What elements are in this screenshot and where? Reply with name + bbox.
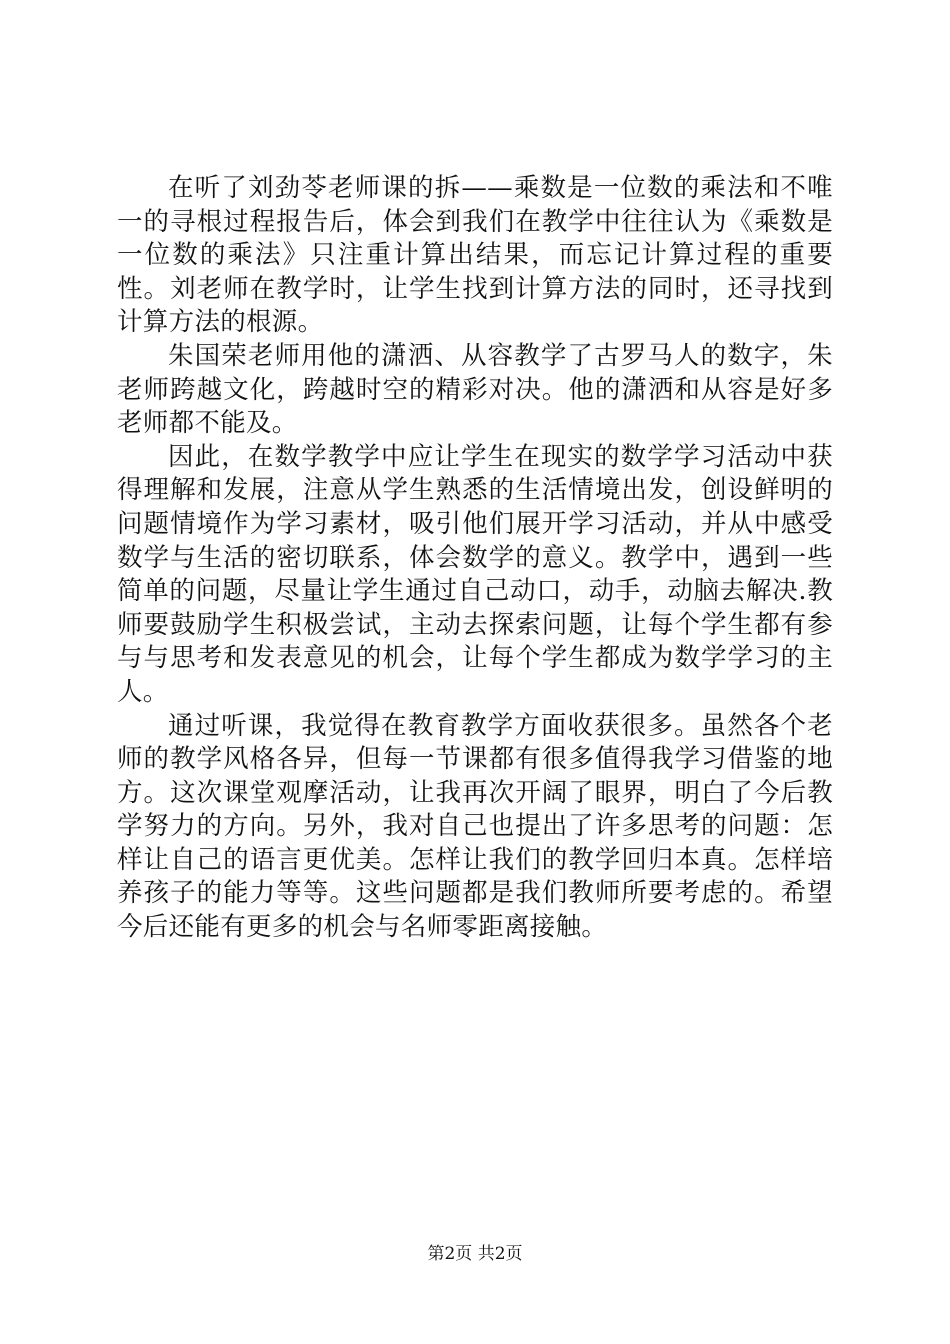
paragraph-2: 朱国荣老师用他的潇洒、从容教学了古罗马人的数字，朱老师跨越文化，跨越时空的精彩对决。他的潇洒和从容是好多老师都不能及。 (117, 340, 833, 439)
page-number-footer: 第2页 共2页 (427, 1244, 523, 1264)
paragraph-4: 通过听课，我觉得在教育教学方面收获很多。虽然各个老师的教学风格各异，但每一节课都有很多值得我学习借鉴的地方。这次课堂观摩活动，让我再次开阔了眼界，明白了今后教学努力的方向。另外，我对自己也提出了许多思考的问题：怎样让自己的语言更优美。怎样让我们的教学回归本真。怎样培养孩子的能力等等。这些问题都是我们教师所要考虑的。希望今后还能有更多的机会与名师零距离接触。 (117, 710, 833, 943)
paragraph-1: 在听了刘劲苓老师课的拆——乘数是一位数的乘法和不唯一的寻根过程报告后，体会到我们在教学中往往认为《乘数是一位数的乘法》只注重计算出结果，而忘记计算过程的重要性。刘老师在教学时，让学生找到计算方法的同时，还寻找到计算方法的根源。 (117, 173, 833, 338)
paragraph-3: 因此，在数学教学中应让学生在现实的数学学习活动中获得理解和发展，注意从学生熟悉的生活情境出发，创设鲜明的问题情境作为学习素材，吸引他们展开学习活动，并从中感受数学与生活的密切联系，体会数学的意义。教学中，遇到一些简单的问题，尽量让学生通过自己动口，动手，动脑去解决.教师要鼓励学生积极尝试，主动去探索问题，让每个学生都有参与与思考和发表意见的机会，让每个学生都成为数学学习的主人。 (117, 441, 833, 707)
document-body (117, 172, 833, 945)
